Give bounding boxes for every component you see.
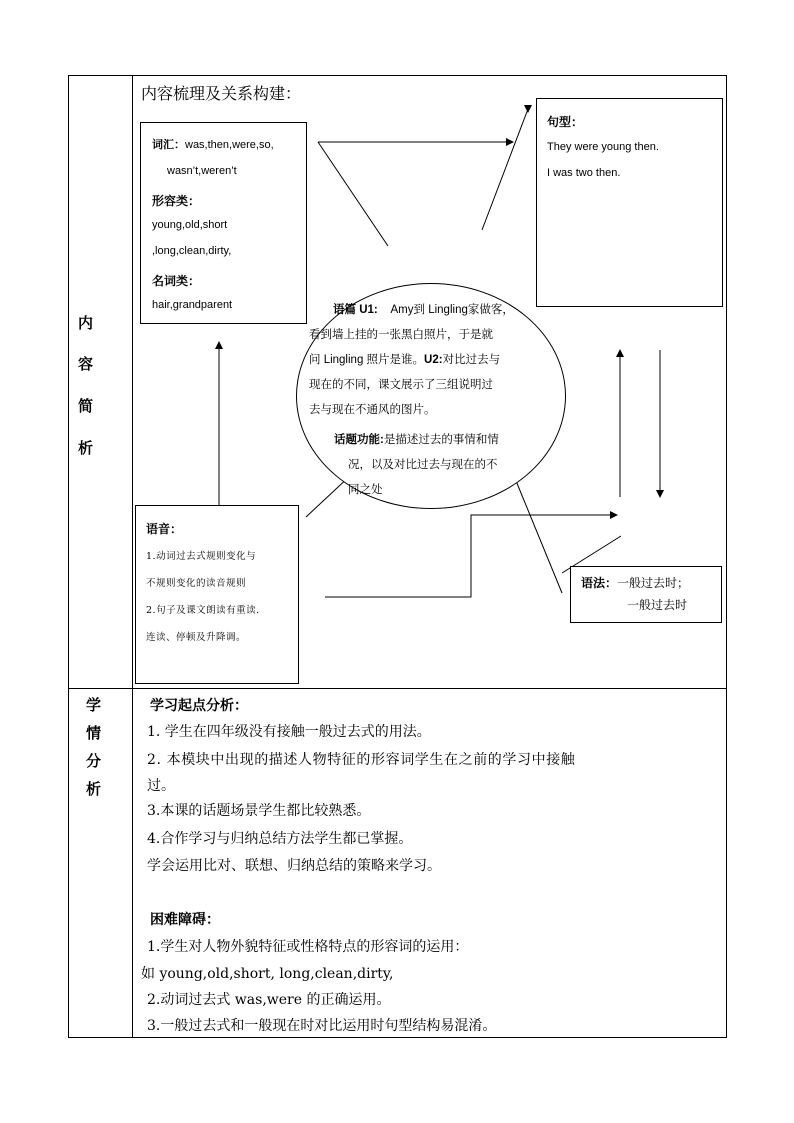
function-label: 话题功能: [334,434,384,446]
side-label-content-4: 析 [78,439,94,457]
grammar-title: 语法： [581,576,618,590]
sentence-line-2: I was two then. [547,167,621,179]
side-label-content-1: 内 [78,314,94,332]
side-label-analysis-3: 分 [86,752,102,770]
difficulty-item-3: 2.动词过去式 was,were 的正确运用。 [147,992,391,1008]
start-item-2: 2. 本模块中出现的描述人物特征的形容词学生在之前的学习中接触 [147,752,576,768]
adjective-line-2: ,long,clean,dirty, [152,245,232,257]
side-label-content-2: 容 [78,355,94,373]
noun-title: 名词类： [152,274,201,288]
difficulty-item-2: 如 young,old,short, long,clean,dirty, [141,966,394,982]
section-heading: 内容梳理及关系构建： [141,86,302,103]
difficulty-title: 困难障碍： [150,912,220,928]
phonics-box [135,505,299,684]
start-item-3: 3.本课的话题场景学生都比较熟悉。 [147,803,371,819]
text-line-3b: U2: [424,354,443,366]
phonics-line-2: 不规则变化的读音规则 [146,578,247,589]
side-label-analysis-2: 情 [86,724,102,742]
function-line-1: 是描述过去的事情和情 [383,434,499,446]
phonics-title: 语音： [146,522,183,536]
text-line-4: 现在的不同，课文展示了三组说明过 [309,379,493,391]
sentence-pattern-box [536,98,723,307]
text-line-5: 去与现在不通风的图片。 [309,404,436,416]
start-item-4: 4.合作学习与归纳总结方法学生都已掌握。 [147,831,413,847]
vocab-line-2: wasn’t,weren’t [167,165,237,177]
difficulty-item-4: 3.一般过去式和一般现在时对比运用时句型结构易混淆。 [147,1018,497,1034]
vocab-line-1: was,then,were,so, [185,139,274,151]
start-item-1: 1. 学生在四年级没有接触一般过去式的用法。 [147,724,431,740]
start-analysis-title: 学习起点分析： [150,698,248,714]
start-item-2-cont: 过。 [147,778,175,794]
vocabulary-box [140,122,307,324]
grammar-box [570,566,722,623]
text-label: 语篇 U1: [333,304,378,316]
side-label-analysis-4: 析 [86,780,102,798]
sentence-title: 句型： [547,115,584,129]
phonics-line-1: 1.动词过去式规则变化与 [146,551,257,562]
noun-line-1: hair,grandparent [152,299,233,311]
start-item-5: 学会运用比对、联想、归纳总结的策略来学习。 [147,858,441,874]
function-line-2: 况，以及对比过去与现在的不 [348,459,498,471]
grammar-line-2: 一般过去时 [627,598,688,612]
grammar-line-1: 一般过去时； [617,576,690,590]
function-line-3: 同之处 [348,484,383,496]
text-line-1: Amy到 Lingling家做客， [390,304,514,316]
text-line-3c: 对比过去与 [442,354,501,366]
adjective-line-1: young,old,short [152,219,228,231]
adjective-title: 形容类： [152,194,201,208]
side-label-content-3: 简 [78,397,94,415]
phonics-line-3: 2.句子及课文朗读有重读. [146,605,260,616]
sentence-line-1: They were young then. [547,141,659,153]
text-line-2: 看到墙上挂的一张黑白照片，于是就 [309,329,493,341]
phonics-line-4: 连读、停顿及升降调。 [146,632,247,643]
vocab-title: 词汇： [152,139,185,151]
side-label-analysis-1: 学 [86,696,102,714]
text-line-3a: 问 Lingling 照片是谁。 [309,354,425,366]
difficulty-item-1: 1.学生对人物外貌特征或性格特点的形容词的运用： [147,939,469,955]
